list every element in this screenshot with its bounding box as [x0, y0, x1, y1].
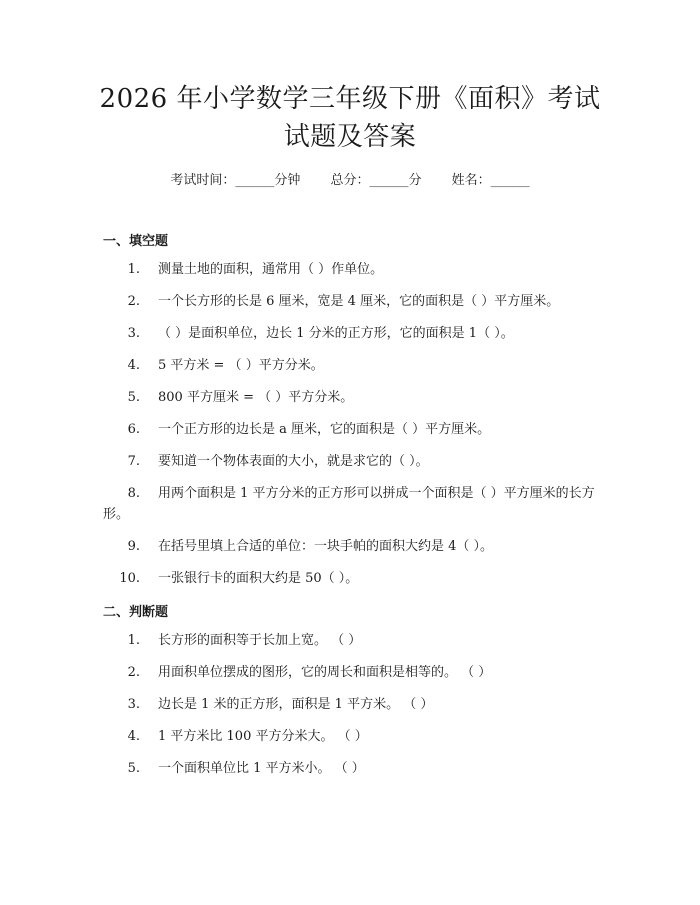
question-text: （ ）是面积单位，边长 1 分米的正方形，它的面积是 1（ ）。 [158, 326, 514, 341]
question-item [103, 694, 603, 715]
question-number: 1. [127, 633, 140, 648]
question-item [103, 726, 603, 747]
question-text: 边长是 1 米的正方形，面积是 1 平方米。 （ ） [158, 697, 434, 712]
question-text: 1 平方米比 100 平方分米大。 （ ） [158, 729, 368, 744]
question-item [103, 483, 600, 525]
question-item [103, 758, 603, 779]
question-item [103, 387, 603, 408]
question-number: 4. [127, 358, 140, 373]
question-text: 要知道一个物体表面的大小，就是求它的（ ）。 [158, 454, 429, 469]
total-score-field: 总分：______分 [330, 173, 422, 188]
question-number: 10. [119, 571, 140, 586]
question-number: 2. [127, 665, 140, 680]
exam-time-field: 考试时间：______分钟 [170, 173, 301, 188]
student-name-field: 姓名：______ [451, 173, 530, 188]
question-number: 3. [127, 326, 140, 341]
question-text: 用面积单位摆成的图形，它的周长和面积是相等的。 （ ） [158, 665, 492, 680]
question-number: 5. [127, 390, 140, 405]
question-item [103, 419, 603, 440]
question-text: 长方形的面积等于长加上宽。 （ ） [158, 633, 362, 648]
section-heading-true-false: 二、判断题 [103, 605, 169, 620]
question-text: 一个正方形的边长是 a 厘米，它的面积是（ ）平方厘米。 [158, 422, 491, 437]
question-item [103, 536, 603, 557]
question-item [103, 291, 603, 312]
question-number: 3. [127, 697, 140, 712]
question-number: 6. [127, 422, 140, 437]
question-number: 4. [127, 729, 140, 744]
question-text: 800 平方厘米 = （ ）平方分米。 [158, 390, 354, 405]
question-text: 测量土地的面积，通常用（ ）作单位。 [158, 262, 384, 277]
question-item [103, 323, 603, 344]
question-text: 一个长方形的长是 6 厘米，宽是 4 厘米，它的面积是（ ）平方厘米。 [158, 294, 560, 309]
question-text: 一张银行卡的面积大约是 50（ ）。 [158, 571, 359, 586]
question-number: 1. [127, 262, 140, 277]
question-text: 5 平方米 = （ ）平方分米。 [158, 358, 324, 373]
question-item [103, 568, 603, 589]
question-number: 2. [127, 294, 140, 309]
question-text: 在括号里填上合适的单位：一块手帕的面积大约是 4（ ）。 [158, 539, 494, 554]
exam-meta [0, 169, 700, 188]
question-text: 用两个面积是 1 平方分米的正方形可以拼成一个面积是（ ）平方厘米的长方形。 [103, 486, 595, 522]
question-number: 5. [127, 761, 140, 776]
question-text: 一个面积单位比 1 平方米小。 （ ） [158, 761, 365, 776]
question-item [103, 259, 603, 280]
question-item [103, 662, 603, 683]
question-number: 9. [127, 539, 140, 554]
page-title: 2026 年小学数学三年级下册《面积》考试试题及答案 [99, 84, 601, 152]
question-number: 7. [127, 454, 140, 469]
section-heading-fill-in: 一、填空题 [103, 234, 169, 249]
question-item [103, 630, 603, 651]
question-item [103, 355, 603, 376]
question-number: 8. [127, 486, 140, 501]
question-item [103, 451, 603, 472]
